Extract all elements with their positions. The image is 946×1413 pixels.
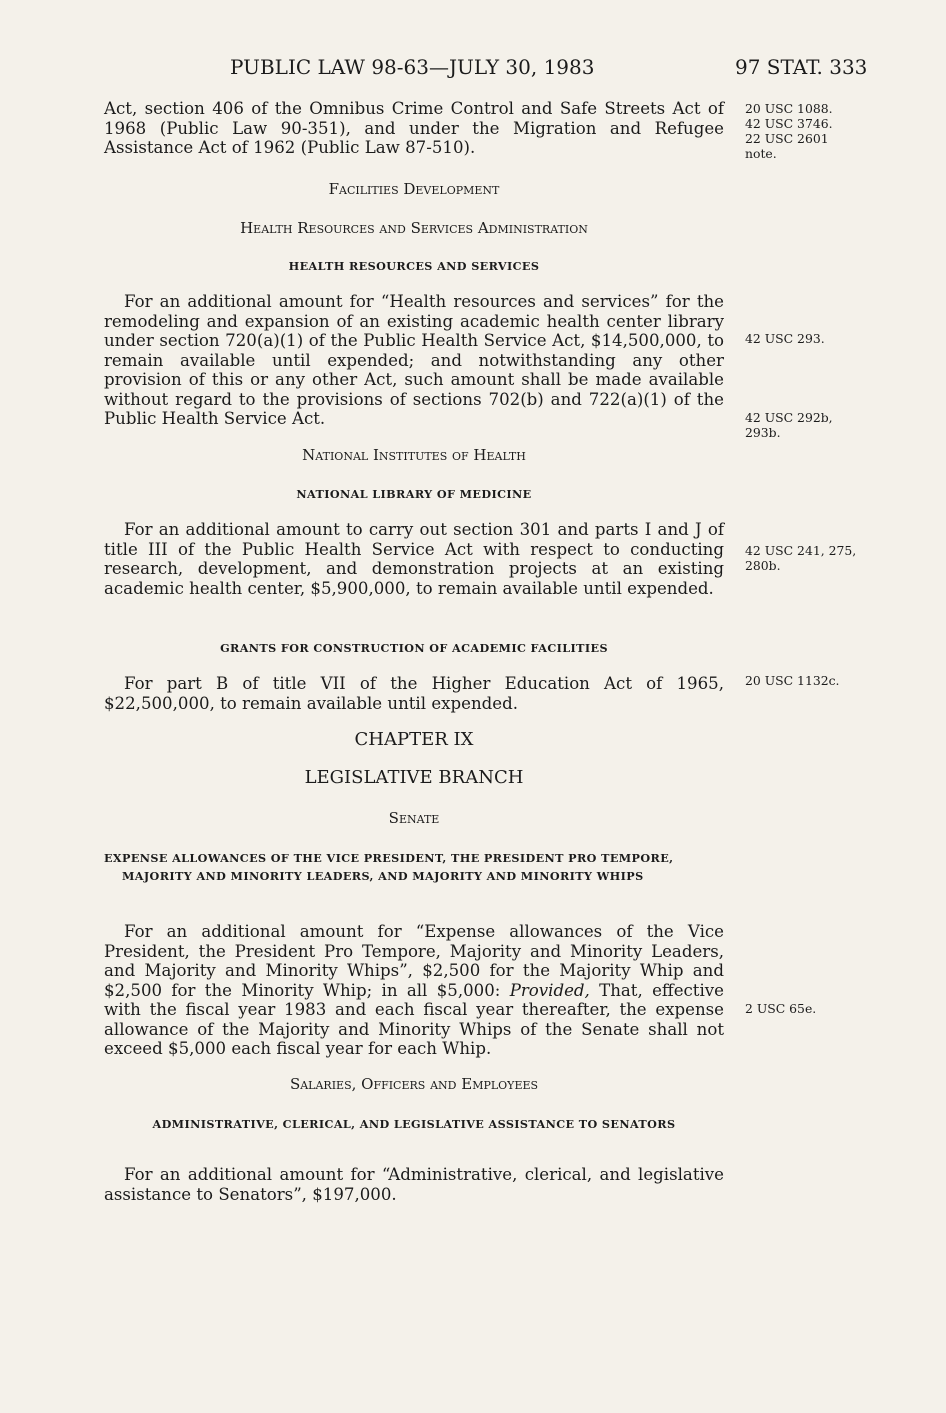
margin-note-1-line-2: 42 USC 3746. [745, 116, 833, 131]
paragraph-nlm: For an additional amount to carry out section 301 and parts I and J of title III of the Public Health Service Act with respect to conducting research, development, and demonstration projects at an existing academic health center, $5,900,000, to remain available until expended. [104, 520, 724, 598]
heading-nih-block [104, 446, 724, 464]
margin-note-4 [745, 543, 856, 573]
heading-national-library-medicine: NATIONAL LIBRARY OF MEDICINE [296, 487, 532, 501]
heading-branch-block [104, 767, 724, 788]
margin-note-1-line-3: 22 USC 2601 [745, 131, 829, 146]
heading-senate-block [104, 809, 724, 827]
margin-note-4-line-1: 42 USC 241, 275, [745, 543, 857, 558]
heading-grants-construction: GRANTS FOR CONSTRUCTION OF ACADEMIC FACILITIES [220, 641, 608, 655]
heading-nlm-block [104, 487, 724, 501]
heading-chapter-ix: CHAPTER IX [354, 729, 474, 750]
margin-note-1-line-4: note. [745, 146, 777, 161]
heading-administrative-assistance: ADMINISTRATIVE, CLERICAL, AND LEGISLATIVE ASSISTANCE TO SENATORS [152, 1117, 676, 1131]
paragraph-hrs-block [104, 292, 724, 429]
margin-note-5-line-1: 20 USC 1132c. [745, 673, 840, 688]
margin-note-4-line-2: 280b. [745, 558, 781, 573]
paragraph-admin-block [104, 1165, 724, 1204]
heading-nih: National Institutes of Health [302, 446, 526, 464]
margin-note-3-line-2: 293b. [745, 425, 781, 440]
margin-note-3 [745, 410, 833, 440]
paragraph-intro-block [104, 99, 724, 158]
paragraph-health-resources: For an additional amount for “Health resources and services” for the remodeling and expansion of an existing academic health center library under section 720(a)(1) of the Public Health Service Act, $14,500,000, to remain available until expended; and notwithstanding any other provision of this or any other Act, such amount shall be made available without regard to the provisions of sections 702(b) and 722(a)(1) of the Public Health Service Act. [104, 292, 724, 428]
paragraph-expense-block [104, 922, 724, 1059]
heading-senate: Senate [388, 809, 440, 827]
margin-note-5 [745, 673, 839, 688]
heading-facilities-block [104, 180, 724, 198]
heading-chapter-block [104, 729, 724, 750]
margin-note-6-line-1: 2 USC 65e. [745, 1001, 817, 1016]
heading-expense-allowances: EXPENSE ALLOWANCES OF THE VICE PRESIDENT, THE PRESIDENT PRO TEMPORE, MAJORITY AND MINORITY LEADERS, AND MAJORITY AND MINORITY WHIPS [104, 851, 674, 883]
margin-note-6 [745, 1001, 816, 1016]
heading-legislative-branch: LEGISLATIVE BRANCH [304, 767, 524, 788]
paragraph-intro: Act, section 406 of the Omnibus Crime Control and Safe Streets Act of 1968 (Public Law 90-351), and under the Migration and Refugee Assistance Act of 1962 (Public Law 87-510). [104, 99, 724, 157]
margin-note-2-line-1: 42 USC 293. [745, 331, 825, 346]
heading-admin-block [104, 1115, 724, 1133]
expense-text-part-2: That, effective with the fiscal year 1983 and each fiscal year thereafter, the expense allowance of the Majority and Minority Whips of the Senate shall not exceed $5,000 each fiscal year for each Whip. [104, 980, 724, 1058]
paragraph-grants: For part B of title VII of the Higher Education Act of 1965, $22,500,000, to remain available until expended. [104, 674, 724, 713]
heading-hrs-block [104, 259, 724, 273]
margin-note-2 [745, 331, 825, 346]
paragraph-grants-block [104, 674, 724, 713]
heading-facilities-development: Facilities Development [328, 180, 500, 198]
heading-health-resources-services: HEALTH RESOURCES AND SERVICES [288, 259, 540, 273]
margin-note-3-line-1: 42 USC 292b, [745, 410, 833, 425]
margin-note-1 [745, 101, 833, 161]
expense-text-provided: Provided, [509, 980, 590, 1000]
expense-text-part-1: For an additional amount for “Expense allowances of the Vice President, the President Pro Tempore, Majority and Minority Leaders, and Majority and Minority Whips”, $2,500 for the Majority Whip and $2,500 for the Minority Whip; in all $5,000: [104, 922, 724, 1000]
heading-salaries-officers: Salaries, Officers and Employees [289, 1075, 539, 1093]
margin-note-1-line-1: 20 USC 1088. [745, 101, 833, 116]
heading-grants-block [104, 641, 724, 655]
paragraph-administrative: For an additional amount for “Administrative, clerical, and legislative assistance to Senators”, $197,000. [104, 1165, 724, 1204]
heading-expense-block [104, 849, 724, 885]
paragraph-expense-allowances [104, 922, 724, 1059]
paragraph-nlm-block [104, 520, 724, 598]
heading-hrsa-block [104, 219, 724, 237]
running-header-stat-page: 97 STAT. 333 [735, 55, 868, 79]
heading-hrsa: Health Resources and Services Administration [240, 219, 588, 237]
heading-salaries-block [104, 1075, 724, 1093]
running-header-title: PUBLIC LAW 98-63—JULY 30, 1983 [230, 55, 595, 79]
